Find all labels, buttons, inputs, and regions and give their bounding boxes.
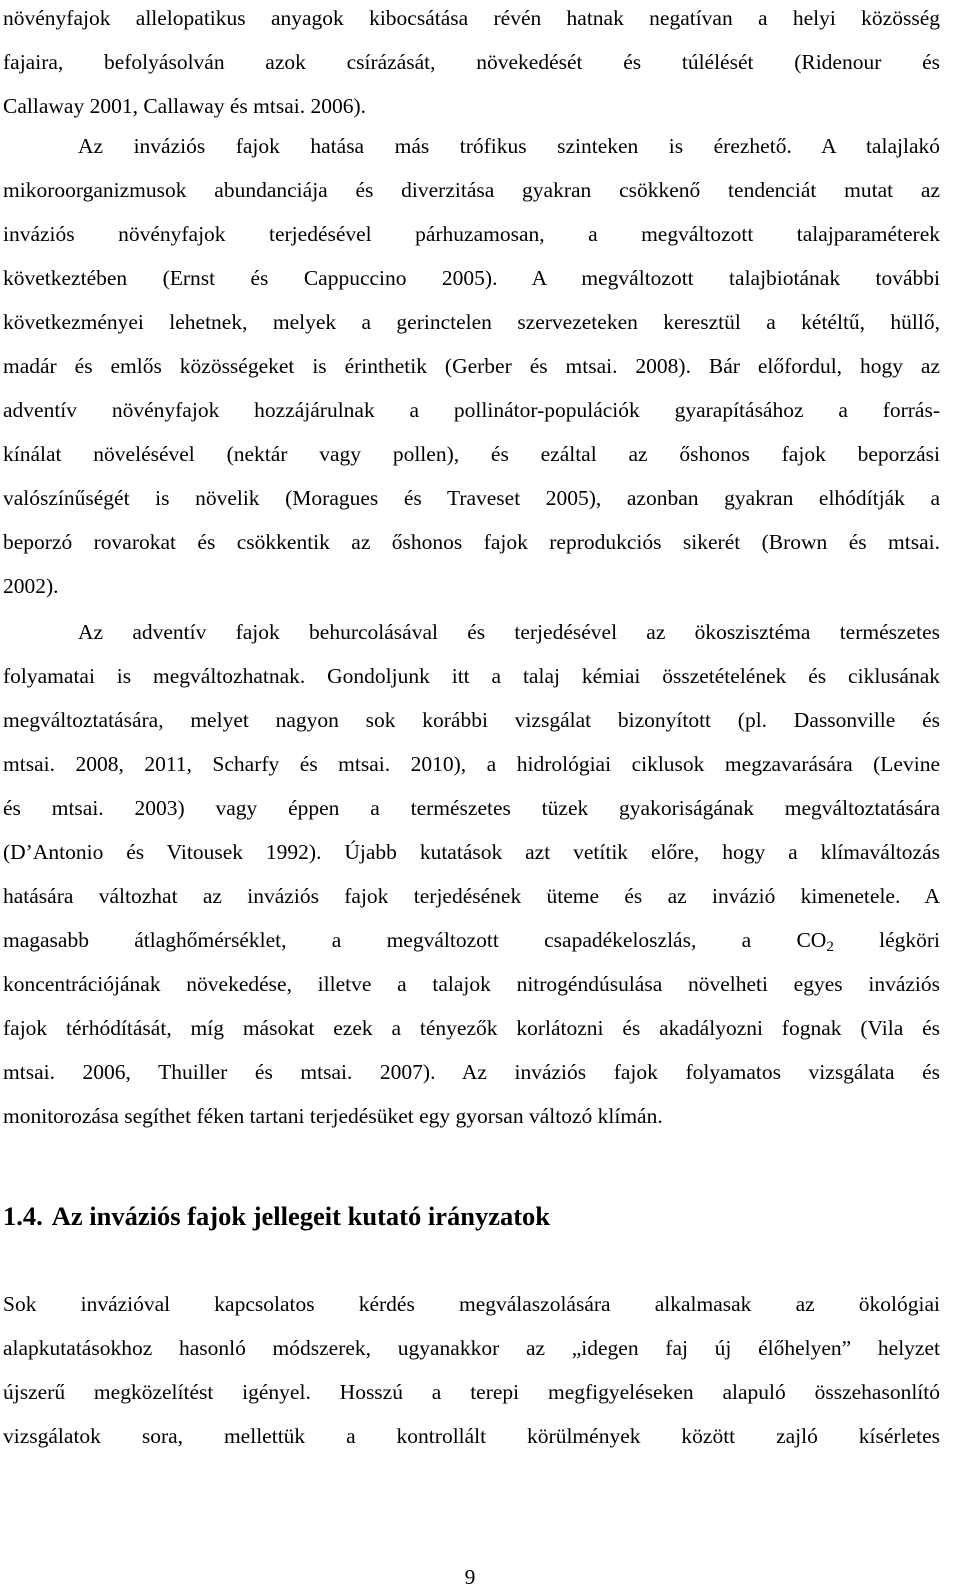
paragraph-2-line-9: valószínűségét is növelik (Moragues és Traveset 2005), azonban gyakran elhódítják a [3, 486, 940, 510]
paragraph-2-line-10: beporzó rovarokat és csökkentik az őshonos fajok reprodukciós sikerét (Brown és mtsai. [3, 530, 940, 554]
page-number: 9 [464, 1565, 476, 1589]
paragraph-2-line-1: Az inváziós fajok hatása más trófikus szinteken is érezhető. A talajlakó [78, 134, 940, 158]
section-title: Az inváziós fajok jellegeit kutató irányzatok [51, 1201, 551, 1231]
paragraph-3-line-5: és mtsai. 2003) vagy éppen a természetes tüzek gyakoriságának megváltoztatására [3, 796, 940, 820]
paragraph-2-line-6: madár és emlős közösségeket is érinthetik (Gerber és mtsai. 2008). Bár előfordul, hogy az [3, 354, 940, 378]
paragraph-2-line-3: inváziós növényfajok terjedésével párhuzamosan, a megváltozott talajparaméterek [3, 222, 940, 246]
paragraph-3-line-8 [3, 923, 940, 957]
paragraph-3-line-12: monitorozása segíthet féken tartani terjedésüket egy gyorsan változó klímán. [3, 1104, 663, 1128]
paragraph-2-line-7: adventív növényfajok hozzájárulnak a pollinátor-populációk gyarapításához a forrás- [3, 398, 940, 422]
paragraph-3-line-8-text-end: légköri [833, 928, 940, 952]
paragraph-4-line-4: vizsgálatok sora, mellettük a kontrollált körülmények között zajló kísérletes [3, 1424, 940, 1448]
paragraph-4-line-2: alapkutatásokhoz hasonló módszerek, ugyanakkor az „idegen faj új élőhelyen” helyzet [3, 1336, 940, 1360]
paragraph-1-line-3: Callaway 2001, Callaway és mtsai. 2006). [3, 94, 367, 118]
paragraph-3-line-3: megváltoztatására, melyet nagyon sok korábbi vizsgálat bizonyított (pl. Dassonville és [3, 708, 940, 732]
section-heading [3, 1196, 550, 1236]
paragraph-4-line-1: Sok invázióval kapcsolatos kérdés megválaszolására alkalmasak az ökológiai [3, 1292, 940, 1316]
paragraph-4-line-3: újszerű megközelítést igényel. Hosszú a terepi megfigyeléseken alapuló összehasonlító [3, 1380, 940, 1404]
paragraph-1-line-2: fajaira, befolyásolván azok csírázását, növekedését és túlélését (Ridenour és [3, 50, 940, 74]
paragraph-3-line-10: fajok térhódítását, míg másokat ezek a tényezők korlátozni és akadályozni fognak (Vila és [3, 1016, 940, 1040]
paragraph-3-line-1: Az adventív fajok behurcolásával és terjedésével az ökoszisztéma természetes [78, 620, 940, 644]
paragraph-3-line-4: mtsai. 2008, 2011, Scharfy és mtsai. 2010), a hidrológiai ciklusok megzavarására (Levine [3, 752, 940, 776]
paragraph-2-line-2: mikoroorganizmusok abundanciája és diverzitása gyakran csökkenő tendenciát mutat az [3, 178, 940, 202]
co2-subscript: 2 [826, 939, 834, 955]
paragraph-2-line-11: 2002). [3, 574, 59, 598]
paragraph-3-line-11: mtsai. 2006, Thuiller és mtsai. 2007). Az inváziós fajok folyamatos vizsgálata és [3, 1060, 940, 1084]
paragraph-3-line-2: folyamatai is megváltozhatnak. Gondoljunk itt a talaj kémiai összetételének és ciklusának [3, 664, 940, 688]
paragraph-3-line-8-text: magasabb átlaghőmérséklet, a megváltozott csapadékeloszlás, a CO [3, 928, 827, 952]
paragraph-2-line-5: következményei lehetnek, melyek a gerinctelen szervezeteken keresztül a kétéltű, hüllő, [3, 310, 940, 334]
paragraph-3-line-6: (D’Antonio és Vitousek 1992). Újabb kutatások azt vetítik előre, hogy a klímaváltozás [3, 840, 940, 864]
paragraph-3-line-9: koncentrációjának növekedése, illetve a talajok nitrogéndúsulása növelheti egyes inváziós [3, 972, 940, 996]
paragraph-1-line-1: növényfajok allelopatikus anyagok kibocsátása révén hatnak negatívan a helyi közösség [3, 6, 940, 30]
paragraph-3-line-7: hatására változhat az inváziós fajok terjedésének üteme és az invázió kimenetele. A [3, 884, 940, 908]
paragraph-2-line-4: következtében (Ernst és Cappuccino 2005). A megváltozott talajbiotának további [3, 266, 940, 290]
section-number: 1.4. [3, 1201, 43, 1231]
paragraph-2-line-8: kínálat növelésével (nektár vagy pollen), és ezáltal az őshonos fajok beporzási [3, 442, 940, 466]
